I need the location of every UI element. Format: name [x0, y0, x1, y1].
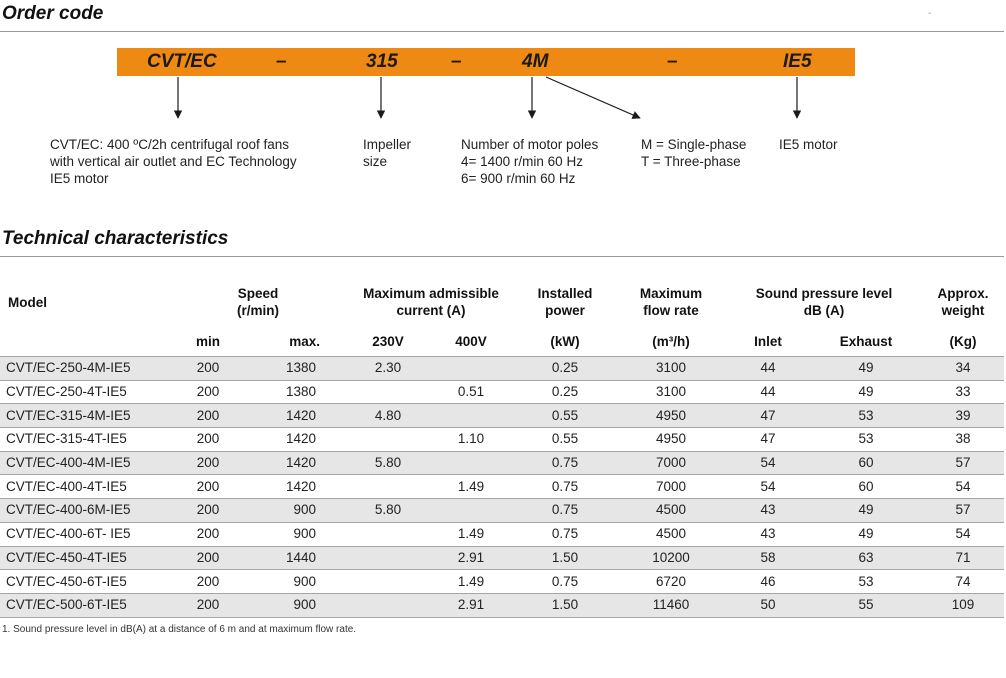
cell-weight: 34 — [922, 357, 1004, 381]
cell-weight: 57 — [922, 499, 1004, 523]
technical-table — [0, 278, 1004, 618]
cell-weight: 54 — [955, 478, 971, 494]
cell-current-230v: 5.80 — [348, 451, 428, 475]
desc-poles-line-2: 4= 1400 r/min 60 Hz — [461, 154, 583, 169]
cell-speed-max: 1380 — [285, 384, 316, 400]
cell-sound-exhaust: 49 — [810, 499, 922, 523]
cell-weight: 39 — [922, 404, 1004, 428]
footnote: 1. Sound pressure level in dB(A) at a distance of 6 m and at maximum flow rate. — [2, 624, 357, 635]
cell-current-400v: 1.10 — [457, 431, 485, 447]
cell-weight: 57 — [922, 451, 1004, 475]
cell-current-230v — [348, 570, 428, 594]
header-model: Model — [8, 294, 47, 310]
order-code-arrows — [0, 0, 1006, 140]
cell-sound-exhaust: 53 — [810, 404, 922, 428]
code-segment-dash-3: – — [667, 51, 678, 72]
cell-sound-exhaust: 49 — [810, 357, 922, 381]
technical-title: Technical characteristics — [2, 228, 229, 249]
table-row — [0, 570, 1004, 594]
cell-speed-max: 1420 — [285, 478, 316, 494]
desc-phase — [641, 136, 746, 170]
cell-current-230v — [348, 475, 428, 499]
cell-sound-inlet: 43 — [726, 499, 810, 523]
cell-speed-min: 200 — [196, 478, 220, 494]
cell-current-400v — [428, 357, 514, 381]
cell-current-230v — [348, 593, 428, 617]
subheader-400v: 400V — [455, 333, 487, 349]
table-row — [0, 499, 1004, 523]
cell-sound-inlet: 50 — [726, 593, 810, 617]
header-flow-label: Maximum — [639, 286, 703, 301]
header-power-label: Installed — [537, 286, 593, 301]
cell-power: 0.25 — [514, 357, 616, 381]
header-weight-unit: weight — [941, 303, 985, 318]
desc-phase-line-2: T = Three-phase — [641, 154, 741, 169]
cell-flow: 7000 — [616, 451, 726, 475]
table-header-row — [0, 278, 1004, 326]
cell-speed-min: 200 — [196, 573, 220, 589]
cell-current-400v: 1.49 — [457, 526, 485, 542]
cell-current-230v — [348, 380, 428, 404]
subheader-230v: 230V — [372, 333, 404, 349]
code-segment-dash-2: – — [451, 51, 462, 72]
table-row — [0, 546, 1004, 570]
cell-sound-exhaust: 55 — [810, 593, 922, 617]
cell-model: CVT/EC-400-6M-IE5 — [0, 499, 168, 523]
cell-current-400v — [428, 404, 514, 428]
cell-speed-max: 900 — [248, 499, 348, 523]
subheader-kg: (Kg) — [949, 333, 977, 349]
arrow-phase — [546, 77, 640, 118]
header-speed-label: Speed — [237, 286, 279, 301]
header-sound-label: Sound pressure level — [755, 286, 893, 301]
cell-sound-exhaust: 53 — [858, 573, 874, 589]
subheader-m3h: (m³/h) — [652, 333, 690, 349]
cell-speed-min: 200 — [168, 404, 248, 428]
code-segment-poles: 4M — [522, 51, 549, 72]
cell-flow: 4950 — [616, 404, 726, 428]
code-segment-impeller: 315 — [366, 51, 398, 72]
cell-power: 0.75 — [551, 526, 579, 542]
subheader-min: min — [195, 333, 220, 349]
table-row — [0, 522, 1004, 546]
cell-speed-min: 200 — [196, 384, 220, 400]
cell-flow: 3100 — [616, 357, 726, 381]
cell-sound-exhaust: 60 — [810, 451, 922, 475]
table-row — [0, 593, 1004, 617]
cell-sound-inlet: 43 — [760, 526, 776, 542]
cell-sound-exhaust: 60 — [858, 478, 874, 494]
cell-current-400v — [428, 499, 514, 523]
cell-power: 0.75 — [551, 573, 579, 589]
header-flow-unit: flow rate — [643, 303, 699, 318]
desc-series-line-2: with vertical air outlet and EC Technology — [50, 154, 297, 169]
desc-poles-line-3: 6= 900 r/min 60 Hz — [461, 171, 576, 186]
header-current-unit: current (A) — [396, 303, 466, 318]
desc-series — [50, 136, 297, 187]
cell-model: CVT/EC-400-6T- IE5 — [6, 526, 131, 542]
cell-weight: 109 — [922, 593, 1004, 617]
cell-current-400v — [428, 451, 514, 475]
table-row — [0, 475, 1004, 499]
corner-mark: ‐ — [928, 8, 932, 19]
cell-sound-exhaust: 63 — [810, 546, 922, 570]
cell-power: 0.55 — [514, 404, 616, 428]
cell-current-400v: 2.91 — [428, 546, 514, 570]
header-weight-label: Approx. — [937, 286, 989, 301]
cell-sound-inlet: 58 — [726, 546, 810, 570]
cell-current-230v: 5.80 — [348, 499, 428, 523]
table-body — [0, 357, 1004, 618]
cell-speed-max: 1420 — [285, 431, 316, 447]
cell-sound-inlet: 54 — [726, 451, 810, 475]
header-speed-unit: (r/min) — [237, 303, 279, 318]
table-row — [0, 404, 1004, 428]
cell-model: CVT/EC-400-4T-IE5 — [6, 478, 127, 494]
cell-speed-min: 200 — [168, 546, 248, 570]
header-current — [348, 278, 514, 326]
desc-phase-line-1: M = Single-phase — [641, 137, 747, 152]
cell-speed-min: 200 — [196, 431, 220, 447]
subheader-empty — [0, 326, 168, 357]
cell-speed-max: 1420 — [248, 404, 348, 428]
cell-current-230v — [348, 546, 428, 570]
header-current-label: Maximum admissible — [363, 286, 499, 301]
cell-speed-min: 200 — [196, 526, 220, 542]
cell-weight: 71 — [922, 546, 1004, 570]
subheader-max: max. — [289, 333, 320, 349]
cell-power: 0.75 — [514, 499, 616, 523]
cell-weight: 38 — [955, 431, 971, 447]
cell-model: CVT/EC-250-4M-IE5 — [0, 357, 168, 381]
cell-model: CVT/EC-450-6T-IE5 — [6, 573, 127, 589]
cell-model: CVT/EC-500-6T-IE5 — [0, 593, 168, 617]
desc-motor-line-1: IE5 motor — [779, 137, 838, 152]
header-sound — [726, 278, 922, 326]
table-subheader-row — [0, 326, 1004, 357]
cell-current-400v: 2.91 — [428, 593, 514, 617]
cell-speed-min: 200 — [168, 593, 248, 617]
cell-flow: 3100 — [655, 384, 687, 400]
table-row — [0, 451, 1004, 475]
cell-power: 0.55 — [551, 431, 579, 447]
desc-poles-line-1: Number of motor poles — [461, 137, 599, 152]
table-row — [0, 357, 1004, 381]
cell-current-400v: 1.49 — [457, 573, 485, 589]
cell-power: 1.50 — [514, 593, 616, 617]
header-weight — [922, 278, 1004, 326]
code-segment-motor: IE5 — [783, 51, 812, 72]
desc-impeller-line-2: size — [363, 154, 388, 169]
cell-flow: 7000 — [655, 478, 687, 494]
cell-weight: 54 — [955, 526, 971, 542]
cell-power: 0.75 — [514, 451, 616, 475]
subheader-exhaust: Exhaust — [839, 333, 893, 349]
subheader-kw: (kW) — [550, 333, 580, 349]
desc-impeller-line-1: Impeller — [363, 137, 412, 152]
cell-speed-min: 200 — [168, 499, 248, 523]
technical-rule — [0, 256, 1004, 257]
desc-series-line-3: IE5 motor — [50, 171, 109, 186]
desc-motor — [779, 136, 838, 153]
cell-sound-inlet: 44 — [726, 357, 810, 381]
cell-speed-min: 200 — [168, 357, 248, 381]
cell-speed-max: 1420 — [248, 451, 348, 475]
cell-speed-max: 900 — [248, 593, 348, 617]
cell-speed-max: 1440 — [248, 546, 348, 570]
cell-flow: 10200 — [616, 546, 726, 570]
cell-model: CVT/EC-450-4T-IE5 — [0, 546, 168, 570]
header-flow — [616, 278, 726, 326]
cell-model: CVT/EC-315-4T-IE5 — [6, 431, 127, 447]
cell-sound-exhaust: 53 — [858, 431, 874, 447]
cell-current-400v: 0.51 — [457, 384, 485, 400]
cell-speed-max: 900 — [293, 526, 316, 542]
cell-model: CVT/EC-250-4T-IE5 — [6, 384, 127, 400]
cell-speed-min: 200 — [168, 451, 248, 475]
cell-sound-exhaust: 49 — [858, 526, 874, 542]
cell-sound-inlet: 54 — [760, 478, 776, 494]
cell-power: 0.25 — [551, 384, 579, 400]
cell-current-400v: 1.49 — [457, 478, 485, 494]
table-row — [0, 380, 1004, 404]
table-row — [0, 428, 1004, 452]
desc-poles — [461, 136, 598, 187]
code-segment-dash-1: – — [276, 51, 287, 72]
cell-power: 1.50 — [514, 546, 616, 570]
cell-sound-inlet: 47 — [760, 431, 776, 447]
cell-power: 0.75 — [551, 478, 579, 494]
cell-speed-max: 1380 — [248, 357, 348, 381]
cell-sound-inlet: 44 — [760, 384, 776, 400]
cell-current-230v: 4.80 — [348, 404, 428, 428]
order-code-title: Order code — [2, 3, 104, 24]
cell-current-230v: 2.30 — [348, 357, 428, 381]
cell-speed-max: 900 — [293, 573, 316, 589]
header-power — [514, 278, 616, 326]
cell-flow: 4500 — [616, 499, 726, 523]
cell-current-230v — [348, 522, 428, 546]
cell-model: CVT/EC-315-4M-IE5 — [0, 404, 168, 428]
desc-impeller — [363, 136, 411, 170]
header-power-unit: power — [545, 303, 585, 318]
header-sound-unit: dB (A) — [803, 303, 845, 318]
cell-sound-inlet: 47 — [726, 404, 810, 428]
subheader-inlet: Inlet — [754, 333, 782, 349]
cell-flow: 4950 — [655, 431, 687, 447]
cell-sound-inlet: 46 — [760, 573, 776, 589]
code-segment-series: CVT/EC — [147, 51, 217, 72]
cell-current-230v — [348, 428, 428, 452]
cell-weight: 74 — [955, 573, 971, 589]
cell-weight: 33 — [955, 384, 971, 400]
cell-flow: 4500 — [655, 526, 687, 542]
cell-flow: 6720 — [655, 573, 687, 589]
desc-series-line-1: CVT/EC: 400 ºC/2h centrifugal roof fans — [50, 137, 290, 152]
cell-model: CVT/EC-400-4M-IE5 — [0, 451, 168, 475]
header-speed — [168, 278, 348, 326]
cell-flow: 11460 — [616, 593, 726, 617]
cell-sound-exhaust: 49 — [858, 384, 874, 400]
